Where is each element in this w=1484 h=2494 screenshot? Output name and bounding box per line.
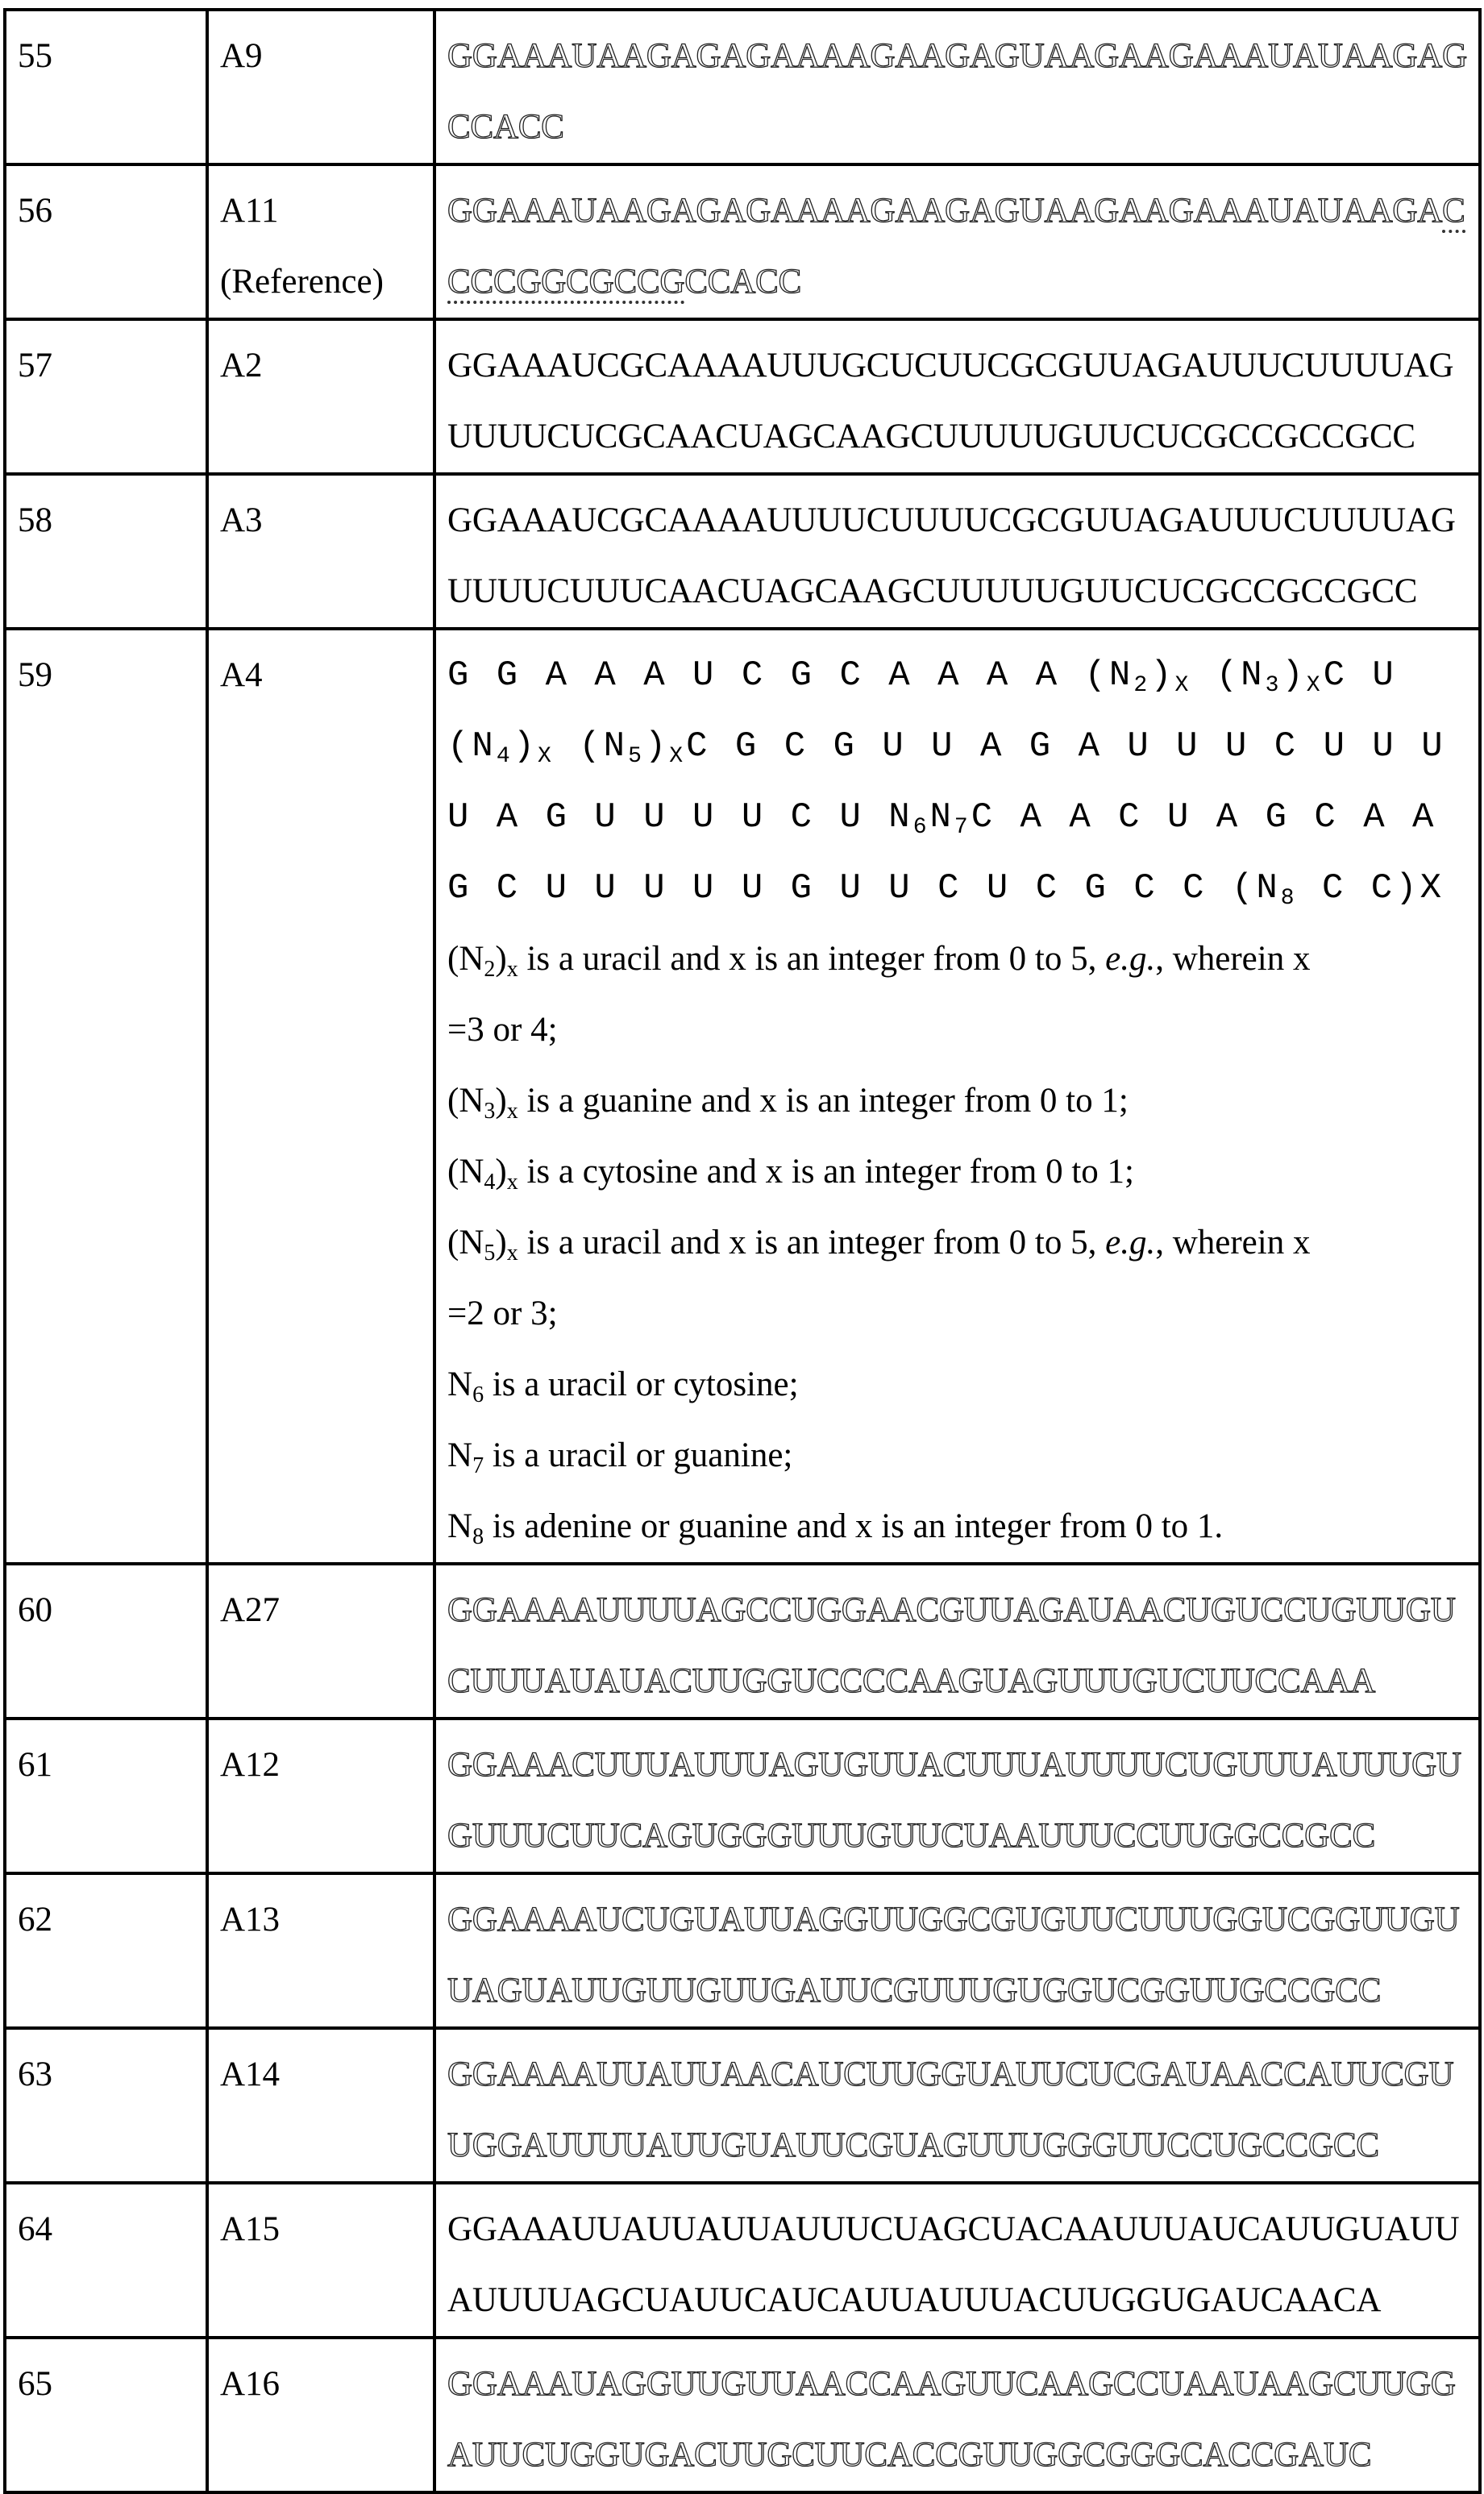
- seq-id: 62: [18, 1901, 52, 1939]
- table-row: [5, 474, 1480, 629]
- construct-name-cell: [207, 2028, 434, 2183]
- text-segment: N: [930, 797, 954, 838]
- sequence-line: GGAAAAUUUUAGCCUGGAACGUUAGAUAACUGUCCUGUUGU: [447, 1575, 1467, 1646]
- text-segment: is a uracil and x is an integer from 0 to 5,: [518, 940, 1105, 978]
- sequence-line: GGAAAUCGCAAAAUUUGCUCUUCGCGUUAGAUUUCUUUUAG: [447, 330, 1467, 401]
- seq-id: 64: [18, 2210, 52, 2248]
- subscript: 2: [1133, 673, 1150, 698]
- subscript: x: [507, 1099, 518, 1124]
- table-row: [5, 1564, 1480, 1719]
- text-segment: ): [513, 726, 538, 767]
- formula-line: [447, 640, 1467, 711]
- table-row: [5, 10, 1480, 164]
- sequence-line: CUUUAUAUACUUGGUCCCCAAGUAGUUUGUCUUCCAAA: [447, 1646, 1467, 1717]
- seq-id-cell: [5, 629, 207, 1564]
- subscript: 3: [1266, 673, 1282, 698]
- seq-id: 55: [18, 37, 52, 75]
- seq-id: 63: [18, 2055, 52, 2093]
- table-row: [5, 2028, 1480, 2183]
- text-segment: C A A C U A G C A A: [971, 797, 1437, 838]
- text-segment: =3 or 4;: [447, 1011, 558, 1049]
- construct-name-cell: [207, 474, 434, 629]
- seq-id: 61: [18, 1746, 52, 1784]
- text-segment: is a cytosine and x is an integer from 0 to 1;: [518, 1153, 1134, 1191]
- definition-line: [447, 995, 1467, 1066]
- sequence-line: GGAAACUUUAUUUAGUGUUACUUUAUUUUCUGUUUAUUUGU: [447, 1730, 1467, 1801]
- subscript: 6: [472, 1382, 484, 1407]
- text-segment: is a uracil and x is an integer from 0 to 5,: [518, 1224, 1105, 1262]
- construct-name-cell: [207, 1564, 434, 1719]
- text-segment: is a uracil or guanine;: [484, 1436, 792, 1474]
- construct-name: A13: [220, 1901, 280, 1939]
- sequence-cell: [434, 319, 1480, 474]
- sequence-cell: [434, 10, 1480, 164]
- definition-line: [447, 1066, 1467, 1137]
- text-segment: N: [447, 1436, 472, 1474]
- text-segment: ): [495, 940, 506, 978]
- sequence-line: GGAAAUUAUUAUUAUUUCUAGCUACAAUUUAUCAUUGUAUU: [447, 2194, 1467, 2265]
- text-segment: is a uracil or cytosine;: [484, 1365, 798, 1403]
- construct-name: A2: [220, 347, 263, 384]
- subscript: 4: [497, 744, 513, 769]
- seq-id: 65: [18, 2365, 52, 2403]
- subscript: x: [507, 1241, 518, 1266]
- subscript: 7: [472, 1453, 484, 1478]
- sequence-cell: [434, 2183, 1480, 2338]
- construct-name: A3: [220, 501, 263, 539]
- text-segment: G C U U U U U G U U C U C G C C (N: [447, 868, 1281, 908]
- sequence-line: CCACC: [447, 92, 1467, 163]
- subscript: X: [669, 744, 686, 769]
- sequence-line: GGAAAUAGGUUGUUAACCAAGUUCAAGCCUAAUAAGCUUGG: [447, 2349, 1467, 2420]
- text-segment: N: [447, 1507, 472, 1545]
- seq-id-cell: [5, 1719, 207, 1873]
- construct-name-cell: [207, 319, 434, 474]
- sequence-line: GUUUCUUCAGUGGGUUUGUUCUAAUUUCCUUGGCCGCC: [447, 1801, 1467, 1872]
- text-segment: (N: [1191, 655, 1265, 696]
- table-row: [5, 1719, 1480, 1873]
- construct-name-cell: [207, 2183, 434, 2338]
- construct-name: A4: [220, 656, 263, 694]
- subscript: 8: [1281, 886, 1298, 911]
- text-segment: ): [1282, 655, 1306, 696]
- subscript: 7: [954, 815, 971, 840]
- definition-line: [447, 1208, 1467, 1278]
- seq-id: 59: [18, 656, 52, 694]
- seq-id-cell: [5, 1564, 207, 1719]
- seq-id-cell: [5, 319, 207, 474]
- text-segment: , wherein x: [1155, 1224, 1310, 1262]
- sequence-cell: [434, 629, 1480, 1564]
- construct-note: (Reference): [220, 263, 384, 301]
- construct-name: A27: [220, 1591, 280, 1629]
- construct-name: A11: [220, 192, 278, 230]
- seq-id: 56: [18, 192, 52, 230]
- construct-name-cell: [207, 164, 434, 319]
- sequence-line: UGGAUUUUAUUGUAUUCGUAGUUUGGGUUCCUGCCGCC: [447, 2110, 1467, 2181]
- table-row: [5, 2183, 1480, 2338]
- seq-id-cell: [5, 2028, 207, 2183]
- sequence-cell: [434, 2338, 1480, 2492]
- sequence-cell: [434, 2028, 1480, 2183]
- construct-name: A14: [220, 2055, 280, 2093]
- underlined-insert: C: [1442, 192, 1465, 233]
- table-row: [5, 319, 1480, 474]
- sequence-cell: [434, 1719, 1480, 1873]
- text-segment: (N: [447, 1224, 484, 1262]
- definition-line: [447, 1491, 1467, 1562]
- seq-id: 57: [18, 347, 52, 384]
- subscript: 5: [484, 1241, 495, 1266]
- sequence-line: AUUCUGGUGACUUGCUUCACCGUUGGCGGGCACCGAUC: [447, 2420, 1467, 2491]
- sequence-line: GGAAAAUUAUUAACAUCUUGGUAUUCUCGAUAACCAUUCGU: [447, 2039, 1467, 2110]
- subscript: X: [538, 744, 555, 769]
- subscript: x: [507, 957, 518, 982]
- subscript: 8: [472, 1524, 484, 1549]
- sequence-line: CCCGGCGCCGCCACC: [447, 247, 1467, 318]
- sequence-cell: [434, 164, 1480, 319]
- sequence-table: [3, 8, 1482, 2494]
- sequence-line: GGAAAUAAGAGAGAAAAGAAGAGUAAGAAGAAAUAUAAGAG: [447, 21, 1467, 92]
- text-segment: ): [495, 1153, 506, 1191]
- text-segment: ): [495, 1224, 506, 1262]
- text-segment: is a guanine and x is an integer from 0 to 1;: [518, 1082, 1129, 1120]
- text-segment: G G A A A U C G C A A A A (N: [447, 655, 1133, 696]
- seq-id-cell: [5, 2338, 207, 2492]
- construct-name: A12: [220, 1746, 280, 1784]
- subscript: 3: [484, 1099, 495, 1124]
- formula-line: [447, 711, 1467, 782]
- seq-id-cell: [5, 2183, 207, 2338]
- text-segment: ): [1150, 655, 1174, 696]
- subscript: X: [1175, 673, 1192, 698]
- sequence-cell: [434, 1564, 1480, 1719]
- text-segment: (N: [555, 726, 628, 767]
- construct-name-cell: [207, 1719, 434, 1873]
- underlined-insert: CCCGGCGCCG: [447, 263, 684, 304]
- text-segment: (N: [447, 726, 497, 767]
- construct-name-cell: [207, 10, 434, 164]
- construct-name: A15: [220, 2210, 280, 2248]
- seq-id-cell: [5, 164, 207, 319]
- seq-id: 58: [18, 501, 52, 539]
- definition-line: [447, 924, 1467, 995]
- text-segment: is adenine or guanine and x is an integer from 0 to 1.: [484, 1507, 1223, 1545]
- text-segment: ): [645, 726, 669, 767]
- table-row: [5, 164, 1480, 319]
- sequence-cell: [434, 1873, 1480, 2028]
- sequence-cell: [434, 474, 1480, 629]
- seq-id: 60: [18, 1591, 52, 1629]
- formula-line: [447, 853, 1467, 924]
- sequence-line: UAGUAUUGUUGUUGAUUCGUUUGUGGUCGGUUGCCGCC: [447, 1956, 1467, 2026]
- text-segment: , wherein x: [1155, 940, 1310, 978]
- subscript: 6: [913, 815, 930, 840]
- sequence-line: AUUUUAGCUAUUCAUCAUUAUUUACUUGGUGAUCAACA: [447, 2265, 1467, 2336]
- seq-id-cell: [5, 1873, 207, 2028]
- text-segment: (N: [447, 1153, 484, 1191]
- table-row: [5, 2338, 1480, 2492]
- text-segment: U A G U U U U C U N: [447, 797, 913, 838]
- italic-text: e.g.: [1105, 940, 1155, 978]
- subscript: x: [507, 1170, 518, 1195]
- construct-name: A16: [220, 2365, 280, 2403]
- subscript: X: [1307, 673, 1324, 698]
- text-segment: (N: [447, 1082, 484, 1120]
- construct-name-cell: [207, 1873, 434, 2028]
- definition-line: [447, 1137, 1467, 1208]
- table-row: [5, 1873, 1480, 2028]
- definition-line: [447, 1349, 1467, 1420]
- text-segment: N: [447, 1365, 472, 1403]
- text-segment: ): [495, 1082, 506, 1120]
- text-segment: C C)X: [1298, 868, 1445, 908]
- construct-name-cell: [207, 629, 434, 1564]
- seq-id-cell: [5, 474, 207, 629]
- construct-name: A9: [220, 37, 263, 75]
- subscript: 2: [484, 957, 495, 982]
- table-row: [5, 629, 1480, 1564]
- definition-line: [447, 1278, 1467, 1349]
- text-segment: (N: [447, 940, 484, 978]
- text-segment: =2 or 3;: [447, 1295, 558, 1332]
- text-segment: C U: [1324, 655, 1397, 696]
- text-segment: C G C G U U A G A U U U C U U U: [686, 726, 1446, 767]
- construct-name-cell: [207, 2338, 434, 2492]
- sequence-line: GGAAAUCGCAAAAUUUUCUUUUCGCGUUAGAUUUCUUUUAG: [447, 485, 1467, 556]
- seq-id-cell: [5, 10, 207, 164]
- definition-line: [447, 1420, 1467, 1491]
- sequence-line: UUUUCUCGCAACUAGCAAGCUUUUUGUUCUCGCCGCCGCC: [447, 401, 1467, 472]
- sequence-line: GGAAAAUCUGUAUUAGGUUGGCGUGUUCUUUGGUCGGUUGU: [447, 1885, 1467, 1956]
- italic-text: e.g.: [1105, 1224, 1155, 1262]
- formula-line: [447, 782, 1467, 853]
- sequence-line: UUUUCUUUCAACUAGCAAGCUUUUUGUUCUCGCCGCCGCC: [447, 556, 1467, 627]
- sequence-line: GGAAAUAAGAGAGAAAAGAAGAGUAAGAAGAAAUAUAAGAC: [447, 176, 1467, 247]
- subscript: 5: [628, 744, 645, 769]
- subscript: 4: [484, 1170, 495, 1195]
